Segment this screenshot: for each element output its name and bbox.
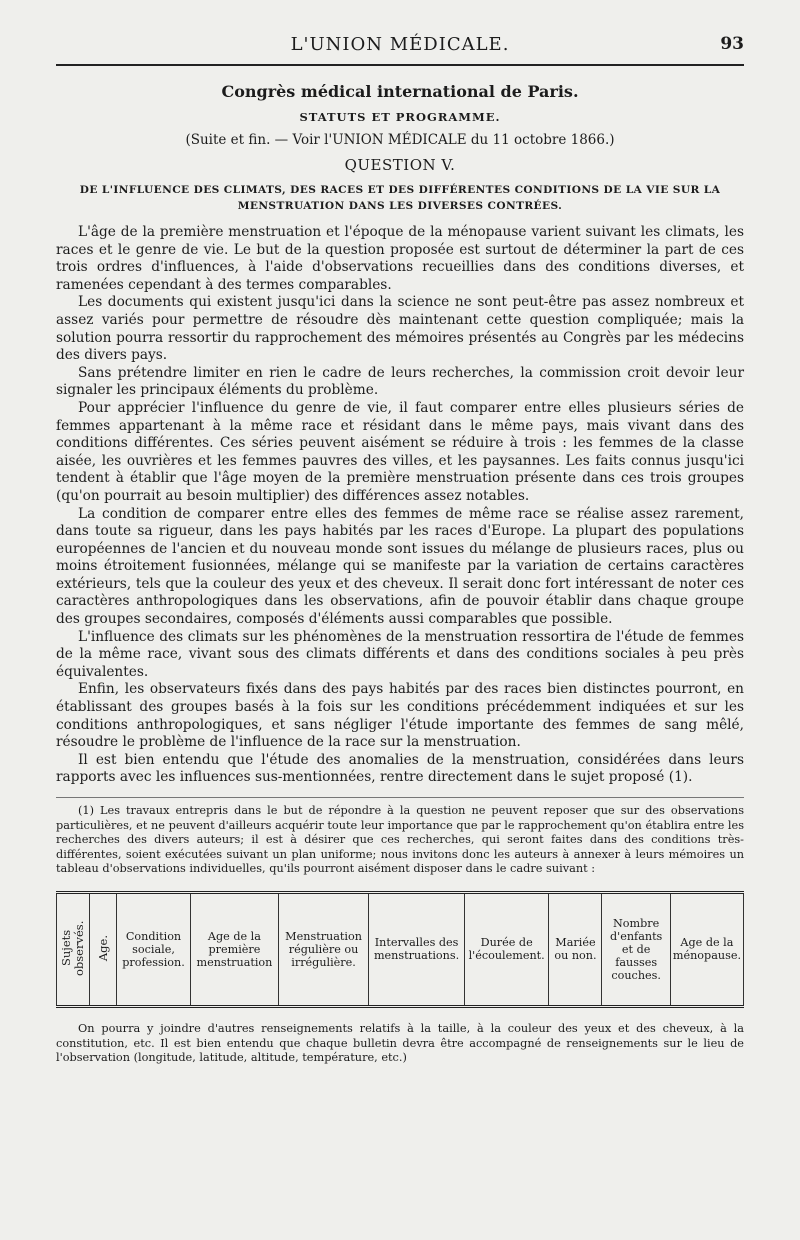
table-header-row — [57, 892, 744, 1006]
page-number: 93 — [720, 34, 744, 54]
column-header: Age de la première menstruation — [191, 892, 279, 1006]
column-header: Condition sociale, profession. — [117, 892, 191, 1006]
column-header: Mariée ou non. — [549, 892, 602, 1006]
observation-table-wrap — [56, 891, 744, 1008]
paragraph: Enfin, les observateurs fixés dans des pays habités par des races bien distinctes pourront, en établissant des groupes basés à la fois sur les conditions précédemment indiquées et sur les conditions anthropologiques, et sans négliger l'étude importante des femmes de sang mêlé, résoudre le problème de l'influence de la race sur la menstruation. — [56, 681, 744, 751]
footnote: (1) Les travaux entrepris dans le but de répondre à la question ne peuvent reposer que sur des observations particulières, et ne peuvent d'ailleurs acquérir toute leur importance que par le rapprochement qu'on établira entre les recherches des divers auteurs; il est à désirer que ces recherches, qui seront faites dans des conditions très-différentes, soient exécutées suivant un plan uniforme; nous invitons donc les auteurs à annexer à leurs mémoires un tableau d'observations individuelles, qu'ils pourront aisément disposer dans le cadre suivant : — [56, 804, 744, 876]
footnote-rule — [56, 797, 744, 798]
question-heading: QUESTION V. — [344, 156, 456, 174]
paragraph: Il est bien entendu que l'étude des anomalies de la menstruation, considérées dans leurs rapports avec les influences sus-mentionnées, rentre directement dans le sujet proposé (1). — [56, 751, 744, 786]
body-text — [56, 224, 744, 787]
column-header: Nombre d'enfants et de fausses couches. — [602, 892, 670, 1006]
paragraph: La condition de comparer entre elles des femmes de même race se réalise assez rarement, dans toute sa rigueur, dans les pays habités par les races d'Europe. La plupart des populations européennes de l'ancien et du nouveau monde sont issues du mélange de plusieurs races, plus ou moins étroitement fusionnées, mélange qui se manifeste par la variation de certains caractères extérieurs, tels que la couleur des yeux et des cheveux. Il serait donc fort intéressant de noter ces caractères anthropologiques dans les observations, afin de pouvoir établir dans chaque groupe des groupes secondaires, composés d'éléments aussi comparables que possible. — [56, 505, 744, 628]
running-head — [56, 34, 744, 58]
column-header: Age. — [90, 892, 117, 1006]
column-header: Intervalles des menstruations. — [369, 892, 465, 1006]
paragraph: L'âge de la première menstruation et l'époque de la ménopause varient suivant les climats, les races et le genre de vie. Le but de la question proposée est surtout de déterminer la part de ces trois ordres d'influences, à l'aide d'observations recueillies dans des conditions diverses, et ramenées cependant à des termes comparables. — [56, 224, 744, 293]
paragraph: Les documents qui existent jusqu'ici dans la science ne sont peut-être pas assez nombreux et assez variés pour permettre de résoudre dès maintenant cette question compliquée; mais la solution pourra ressortir du rapprochement des mémoires présentés au Congrès par les médecins des divers pays. — [56, 294, 744, 364]
question-title: DE L'INFLUENCE DES CLIMATS, DES RACES ET DES DIFFÉRENTES CONDITIONS DE LA VIE SUR LA MENSTRUATION DANS LES DIVERSES CONTRÉES. — [79, 184, 721, 212]
paragraph: Sans prétendre limiter en rien le cadre de leurs recherches, la commission croit devoir leur signaler les principaux éléments du problème. — [56, 364, 744, 399]
closing-note: On pourra y joindre d'autres renseignements relatifs à la taille, à la couleur des yeux et des cheveux, à la constitution, etc. Il est bien entendu que chaque bulletin devra être accompagné de renseignements sur le lieu de l'observation (longitude, latitude, altitude, température, etc.) — [56, 1021, 744, 1065]
section-title: Congrès médical international de Paris. — [221, 82, 579, 101]
paragraph: Pour apprécier l'influence du genre de vie, il faut comparer entre elles plusieurs séries de femmes appartenant à la même race et résidant dans le même pays, mais vivant dans des conditions différentes. Ces séries peuvent aisément se réduire à trois : les femmes de la classe aisée, les ouvrières et les femmes pauvres des villes, et les paysannes. Les faits connus jusqu'ici tendent à établir que l'âge moyen de la première menstruation présente dans ces trois groupes (qu'on pourrait au besoin multiplier) des différences assez notables. — [56, 399, 744, 504]
continuation-note: (Suite et fin. — Voir l'UNION MÉDICALE du 11 octobre 1866.) — [185, 132, 615, 148]
column-header: Durée de l'écoulement. — [464, 892, 549, 1006]
observation-table — [56, 891, 744, 1008]
column-header: Menstruation régulière ou irrégulière. — [278, 892, 368, 1006]
paragraph: L'influence des climats sur les phénomènes de la menstruation ressortira de l'étude de femmes de la même race, vivant sous des climats différents et dans des conditions sociales à peu près équivalentes. — [56, 628, 744, 680]
column-header: Sujets observés. — [57, 892, 90, 1006]
header-rule — [56, 64, 744, 66]
section-subtitle: STATUTS ET PROGRAMME. — [299, 110, 501, 124]
column-header: Age de la ménopause. — [670, 892, 743, 1006]
article — [56, 82, 744, 1066]
running-title: L'UNION MÉDICALE. — [290, 34, 510, 55]
